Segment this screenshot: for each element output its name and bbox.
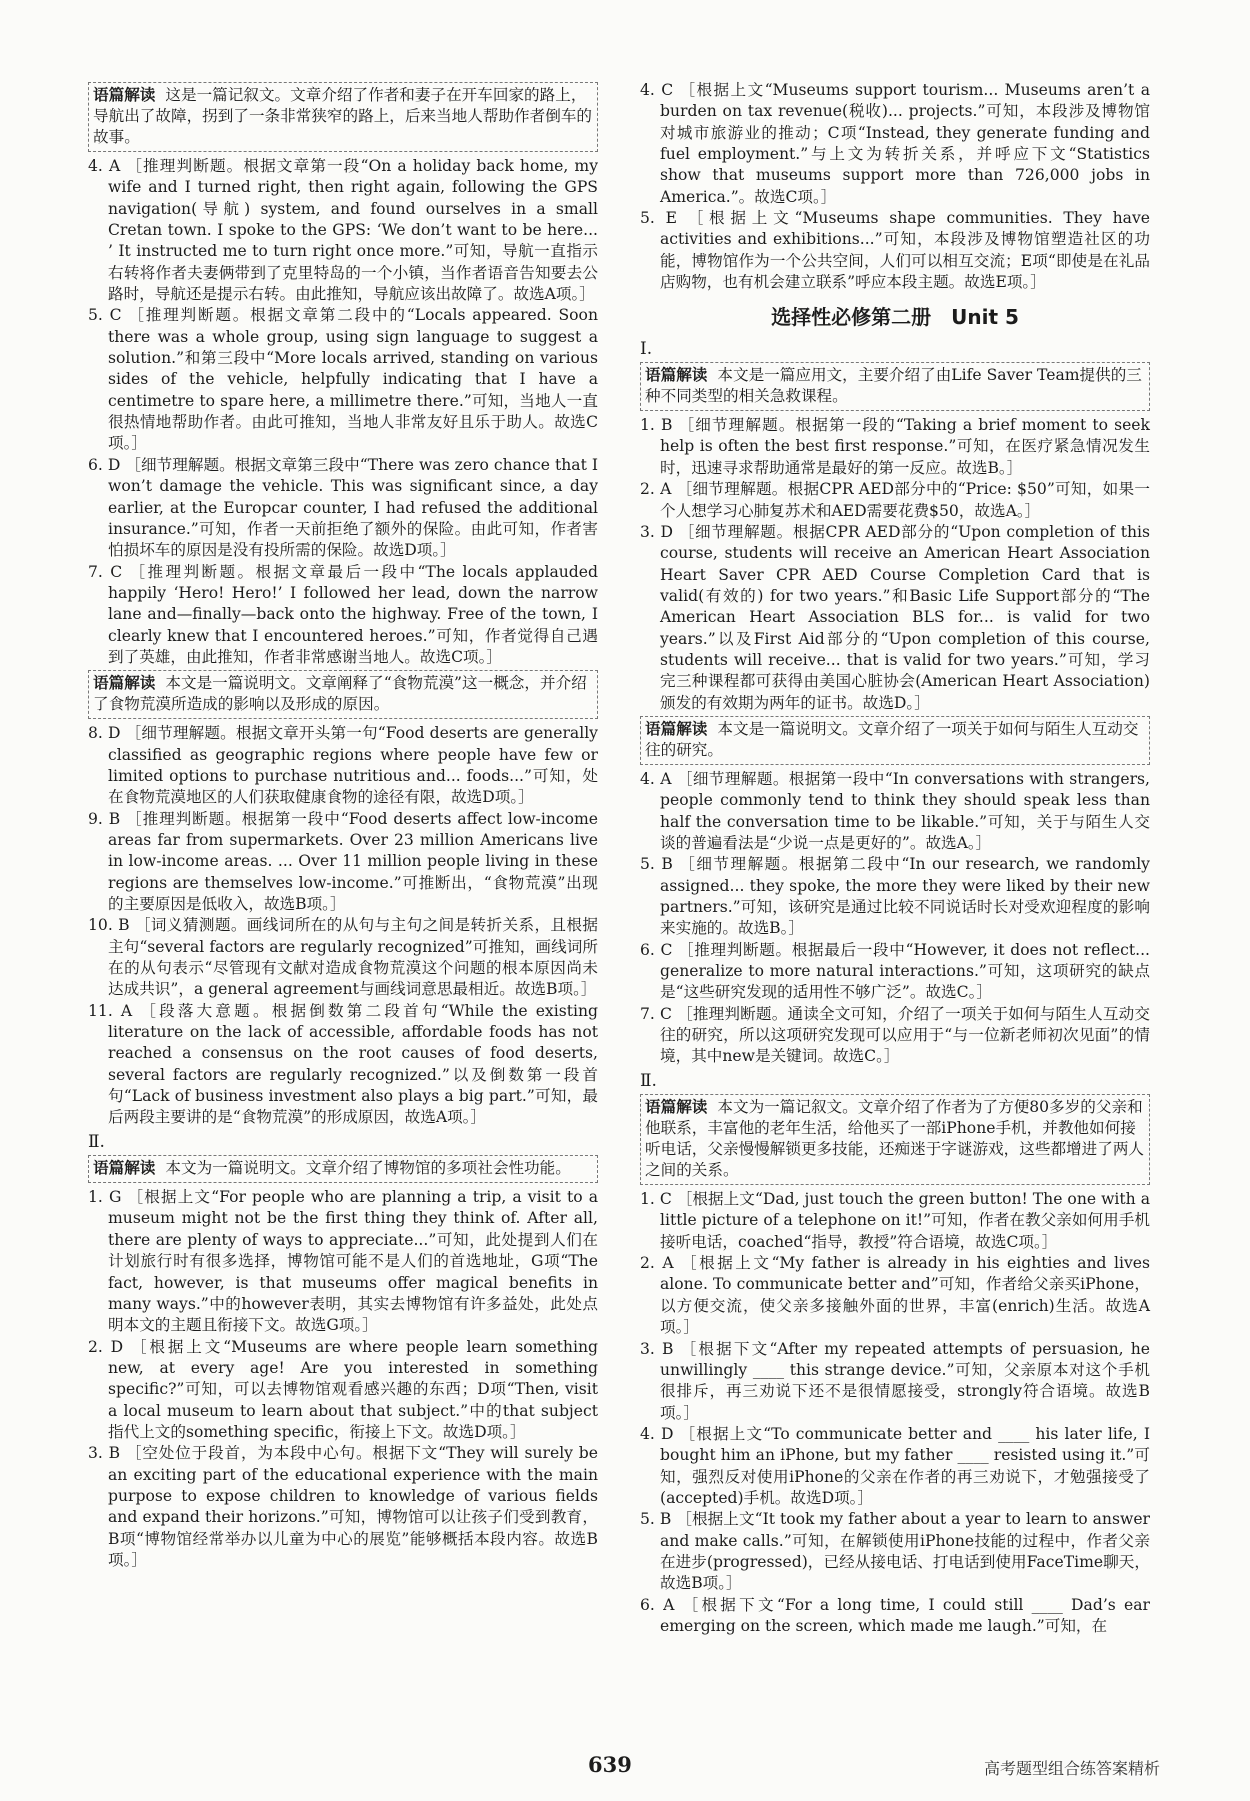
- book-title: 高考题型组合练答案精析: [983, 1759, 1160, 1778]
- answer-item: 2. A ［细节理解题。根据CPR AED部分中的“Price: $50”可知，如果一个人想学习心肺复苏术和AED需要花费$50，故选A。］: [640, 480, 1150, 520]
- page-number: 639: [588, 1752, 632, 1777]
- answer-item: 4. D ［根据上文“To communicate better and ____ his later life, I bought him an iPhone, but my father ____ resisted using it.”可知，强烈反对使用iPhone的父亲在作者的再三劝说下，才勉强接受了(accepted)手机。故选D项。］: [640, 1424, 1150, 1507]
- answer-item: 2. A ［根据上文“My father is already in his eighties and lives alone. To communicate better and”可知，作者给父亲买iPhone，以方便交流，使父亲多接触外面的世界，丰富(enrich)生活。故选A项。］: [640, 1254, 1150, 1337]
- answer-item: 10. B ［词义猜测题。画线词所在的从句与主句之间是转折关系，且根据主句“several factors are regularly recognized”可推知，画线词所在的从句表示“尽管现有文献对造成食物荒漠这个问题的根本原因尚未达成共识”，a general agreement与画线词意思最相近。故选B项。］: [88, 916, 598, 999]
- right-column: [640, 80, 1150, 1637]
- part-heading: Ⅰ.: [640, 338, 653, 359]
- answer-item: 3. D ［细节理解题。根据CPR AED部分的“Upon completion of this course, students will receive an American Heart Association Heart Saver CPR AED Course Completion Card that is valid(有效的) for two years.”和Basic Life Support部分的“The American Heart Association BLS for... is valid for two years.”以及First Aid部分的“Upon completion of this course, students will receive... that is valid for two years.”可知，学习完三种课程都可获得由美国心脏协会(American Heart Association)颁发的有效期为两年的证书。故选D。］: [640, 522, 1150, 712]
- answer-item: 1. B ［细节理解题。根据第一段的“Taking a brief moment to seek help is often the best first response.”可知，在医疗紧急情况发生时，迅速寻求帮助通常是最好的第一反应。故选B。］: [640, 416, 1150, 477]
- summary-box: 语篇解读 本文为一篇记叙文。文章介绍了作者为了方便80多岁的父亲和他联系，丰富他的老年生活，给他买了一部iPhone手机，并教他如何接听电话，父亲慢慢解锁更多技能，还痴迷于字谜游戏，这些都增进了两人之间的关系。: [640, 1094, 1150, 1185]
- answer-item: 5. C ［推理判断题。根据文章第二段中的“Locals appeared. Soon there was a whole group, using sign language to suggest a solution.”和第三段中“More locals arrived, standing on various sides of the vehicle, helpfully indicating that I have a centimetre to spare here, a millimetre there.”可知，当地人一直很热情地帮助作者。由此可推知，当地人非常友好且乐于助人。故选C项。］: [88, 306, 598, 453]
- unit-title: 选择性必修第二册 Unit 5: [771, 305, 1019, 330]
- answer-item: 4. A ［推理判断题。根据文章第一段“On a holiday back home, my wife and I turned right, then right again, following the GPS navigation(导航) system, and found ourselves in a small Cretan town. I spoke to the GPS: ‘We don’t want to be here... ’ It instructed me to turn right once more.”可知，导航一直指示右转将作者夫妻俩带到了克里特岛的一个小镇，当作者语音告知要去公路时，导航还是提示右转。由此推知，导航应该出故障了。故选A项。］: [88, 157, 598, 304]
- summary-box: 语篇解读 本文是一篇说明文。文章阐释了“食物荒漠”这一概念，并介绍了食物荒漠所造成的影响以及形成的原因。: [88, 670, 598, 719]
- answer-item: 8. D ［细节理解题。根据文章开头第一句“Food deserts are generally classified as geographic regions where people have few or limited options to purchase nutritious and... foods...”可知，处在食物荒漠地区的人们获取健康食物的途径有限，故选D项。］: [88, 724, 598, 807]
- answer-item: 3. B ［空处位于段首，为本段中心句。根据下文“They will surely be an exciting part of the educational experience with the main purpose to expose children to knowledge of various fields and expand their horizons.”可知，博物馆可以让孩子们受到教育，B项“博物馆经常举办以儿童为中心的展览”能够概括本段内容。故选B项。］: [88, 1444, 598, 1569]
- answer-item: 7. C ［推理判断题。根据文章最后一段中“The locals applauded happily ‘Hero! Hero!’ I followed her lead, down the narrow lane and—finally—back onto the highway. Free of the town, I clearly knew that I encountered heroes.”可知，作者觉得自己遇到了英雄，由此推知，作者非常感谢当地人。故选C项。］: [88, 562, 598, 666]
- answer-item: 6. A ［根据下文“For a long time, I could still ____ Dad’s ear emerging on the screen, which made me laugh.”可知，在: [640, 1595, 1150, 1635]
- answer-item: 4. A ［细节理解题。根据第一段中“In conversations with strangers, people commonly tend to think they should speak less than half the conversation time to be likable.”可知，关于与陌生人交谈的普遍看法是“少说一点是更好的”。故选A。］: [640, 769, 1150, 852]
- answer-item: 6. C ［推理判断题。根据最后一段中“However, it does not reflect... generalize to more natural interactions.”可知，这项研究的缺点是“这些研究发现的适用性不够广泛”。故选C。］: [640, 940, 1150, 1002]
- answer-item: 5. B ［细节理解题。根据第二段中“In our research, we randomly assigned... they spoke, the more they were liked by their new partners.”可知，该研究是通过比较不同说话时长对受欢迎程度的影响来实施的。故选B。］: [640, 855, 1150, 938]
- summary-box: 语篇解读 这是一篇记叙文。文章介绍了作者和妻子在开车回家的路上，导航出了故障，拐到了一条非常狭窄的路上，后来当地人帮助作者倒车的故事。: [88, 82, 598, 152]
- answer-item: 9. B ［推理判断题。根据第一段中“Food deserts affect low-income areas far from supermarkets. Over 23 million Americans live in low-income areas. ... Over 11 million people living in these regions are themselves low-income.”可推断出，“食物荒漠”出现的主要原因是低收入，故选B项。］: [88, 809, 598, 913]
- answer-item: 1. C ［根据上文“Dad, just touch the green button! The one with a little picture of a telephone on it!”可知，作者在教父亲如何用手机接听电话，coached“指导，教授”符合语境，故选C项。］: [640, 1190, 1150, 1251]
- answer-item: 6. D ［细节理解题。根据文章第三段中“There was zero chance that I won’t damage the vehicle. This was significant since, a day earlier, at the Europcar counter, I had refused the additional insurance.”可知，作者一天前拒绝了额外的保险。由此可知，作者害怕损坏车的原因是没有投所需的保险。故选D项。］: [88, 455, 598, 560]
- answer-item: 4. C ［根据上文“Museums support tourism... Museums aren’t a burden on tax revenue(税收)... projects.”可知，本段涉及博物馆对城市旅游业的推动；C项“Instead, they generate funding and fuel employment.”与上文为转折关系，并呼应下文“Statistics show that museums support more than 726,000 jobs in America.”。故选C项。］: [640, 81, 1150, 206]
- answer-item: 5. B ［根据上文“It took my father about a year to learn to answer and make calls.”可知，在解锁使用iPhone技能的过程中，作者父亲在进步(progressed)，已经从接电话、打电话到使用FaceTime聊天，故选B项。］: [640, 1510, 1150, 1593]
- summary-box: 语篇解读 本文是一篇说明文。文章介绍了一项关于如何与陌生人互动交往的研究。: [640, 716, 1150, 765]
- answer-item: 2. D ［根据上文“Museums are where people learn something new, at every age! Are you interested in something specific?”可知，可以去博物馆观看感兴趣的东西；D项“Then, visit a local museum to learn about that subject.”中的that subject指代上文的something specific，衔接上下文。故选D项。］: [88, 1337, 598, 1441]
- part-heading: Ⅱ.: [640, 1070, 657, 1091]
- answer-item: 5. E ［根据上文“Museums shape communities. They have activities and exhibitions...”可知，本段涉及博物馆塑造社区的功能，博物馆作为一个公共空间，人们可以相互交流；E项“即使是在礼品店购物，也有机会建立联系”呼应本段主题。故选E项。］: [640, 209, 1150, 292]
- summary-box: 语篇解读 本文是一篇应用文，主要介绍了由Life Saver Team提供的三种不同类型的相关急救课程。: [640, 362, 1150, 411]
- answer-item: 7. C ［推理判断题。通读全文可知，介绍了一项关于如何与陌生人互动交往的研究，所以这项研究发现可以应用于“与一位新老师初次见面”的情境，其中new是关键词。故选C。］: [640, 1004, 1150, 1066]
- answer-item: 3. B ［根据下文“After my repeated attempts of persuasion, he unwillingly ____ this strange device.”可知，父亲原本对这个手机很排斥，再三劝说下还不是很情愿接受，strongly符合语境。故选B项。］: [640, 1339, 1150, 1422]
- part-heading: Ⅱ.: [88, 1131, 105, 1152]
- summary-box: 语篇解读 本文为一篇说明文。文章介绍了博物馆的多项社会性功能。: [88, 1155, 598, 1183]
- left-column: [88, 80, 598, 1571]
- answer-item: 1. G ［根据上文“For people who are planning a trip, a visit to a museum might not be the first thing they think of. After all, there are plenty of ways to appreciate...”可知，此处提到人们在计划旅行时有很多选择，博物馆可能不是人们的首选地址，G项“The fact, however, is that museums offer magical benefits in many ways.”中的however表明，其实去博物馆有许多益处，此处点明本文的主题且衔接下文。故选G项。］: [88, 1188, 598, 1335]
- answer-item: 11. A ［段落大意题。根据倒数第二段首句“While the existing literature on the lack of accessible, affordable foods has not reached a consensus on the root causes of food deserts, several factors are regularly recognized.”以及倒数第一段首句“Lack of business investment also plays a big part.”可知，最后两段主要讲的是“食物荒漠”的形成原因，故选A项。］: [88, 1001, 598, 1127]
